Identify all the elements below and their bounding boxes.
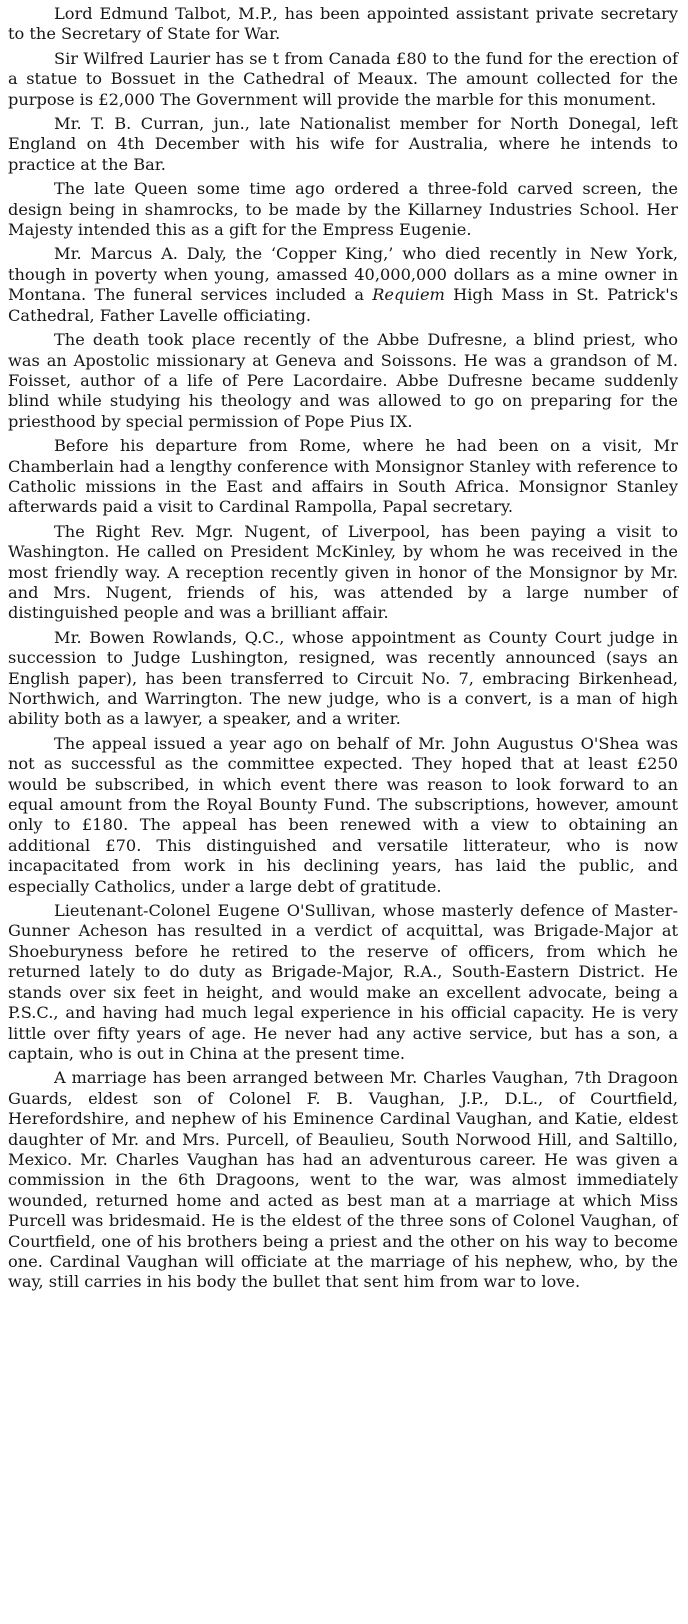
paragraph-queen-screen: The late Queen some time ago ordered a three-fold carved screen, the design being in shamrocks, to be made by the Killarney Industries School. Her Majesty intended this as a gift for the Empress Eugenie.	[8, 179, 678, 240]
paragraph-osullivan: Lieutenant-Colonel Eugene O'Sullivan, whose masterly defence of Master-Gunner Acheson has resulted in a verdict of acquittal, was Brigade-Major at Shoeburyness before he retired to the reserve of officers, from which he returned lately to do duty as Brigade-Major, R.A., South-Eastern District. He stands over six feet in height, and would make an excellent advocate, being a P.S.C., and having had much legal experience in his official capacity. He is very little over fifty years of age. He never had any active service, but has a son, a captain, who is out in China at the present time.	[8, 901, 678, 1063]
paragraph-dufresne: The death took place recently of the Abbe Dufresne, a blind priest, who was an Apostolic missionary at Geneva and Soissons. He was a grandson of M. Foisset, author of a life of Pere Lacordaire. Abbe Dufresne became suddenly blind while studying his theology and was allowed to go on preparing for the priesthood by special permission of Pope Pius IX.	[8, 330, 678, 431]
paragraph-curran: Mr. T. B. Curran, jun., late Nationalist member for North Donegal, left England on 4th December with his wife for Australia, where he intends to practice at the Bar.	[8, 114, 678, 174]
paragraph-rowlands: Mr. Bowen Rowlands, Q.C., whose appointment as County Court judge in succession to Judge Lushington, resigned, was recently announced (says an English paper), has been transferred to Circuit No. 7, embracing Birkenhead, Northwich, and Warrington. The new judge, who is a convert, is a man of high ability both as a lawyer, a speaker, and a writer.	[8, 627, 678, 729]
paragraph-daly-text-after: High Mass in St. Patrick's Cathedral, Father Lavelle officiating.	[8, 285, 678, 325]
paragraph-daly-text-before: Mr. Marcus A. Daly, the ‘Copper King,’ who died recently in New York, though in poverty when young, amassed 40,000,000 dollars as a mine owner in Montana. The funeral services included a	[8, 244, 678, 305]
paragraph-laurier: Sir Wilfred Laurier has se t from Canada £80 to the fund for the erection of a statue to Bossuet in the Cathedral of Meaux. The amount collected for the purpose is £2,000 The Government will provide the marble for this monument.	[8, 48, 678, 109]
paragraph-talbot: Lord Edmund Talbot, M.P., has been appointed assistant private secretary to the Secretary of State for War.	[8, 4, 678, 44]
paragraph-oshea: The appeal issued a year ago on behalf of Mr. John Augustus O'Shea was not as successful as the committee expected. They hoped that at least £250 would be subscribed, in which event there was reason to look forward to an equal amount from the Royal Bounty Fund. The subscriptions, however, amount only to £180. The appeal has been renewed with a view to obtaining an additional £70. This distinguished and versatile litterateur, who is now incapacitated from work in his declining years, has laid the public, and especially Catholics, under a large debt of gratitude.	[8, 733, 678, 896]
paragraph-daly-italic: Requiem	[372, 285, 445, 305]
paragraph-chamberlain: Before his departure from Rome, where he had been on a visit, Mr Chamberlain had a lengthy conference with Monsignor Stanley with reference to Catholic missions in the East and affairs in South Africa. Monsignor Stanley afterwards paid a visit to Cardinal Rampolla, Papal secretary.	[8, 436, 678, 517]
paragraph-vaughan: A marriage has been arranged between Mr. Charles Vaughan, 7th Dragoon Guards, eldest son of Colonel F. B. Vaughan, J.P., D.L., of Courtfield, Herefordshire, and nephew of his Eminence Cardinal Vaughan, and Katie, eldest daughter of Mr. and Mrs. Purcell, of Beaulieu, South Norwood Hill, and Saltillo, Mexico. Mr. Charles Vaughan has had an adventurous career. He was given a commission in the 6th Dragoons, went to the war, was almost immediately wounded, returned home and acted as best man at a marriage at which Miss Purcell was bridesmaid. He is the eldest of the three sons of Colonel Vaughan, of Courtfield, one of his brothers being a priest and the other on his way to become one. Cardinal Vaughan will officiate at the marriage of his nephew, who, by the way, still carries in his body the bullet that sent him from war to love.	[8, 1068, 678, 1292]
paragraph-nugent: The Right Rev. Mgr. Nugent, of Liverpool, has been paying a visit to Washington. He called on President McKinley, by whom he was received in the most friendly way. A reception recently given in honor of the Monsignor by Mr. and Mrs. Nugent, friends of his, was attended by a large number of distinguished people and was a brilliant affair.	[8, 521, 678, 623]
paragraph-daly	[8, 244, 678, 326]
